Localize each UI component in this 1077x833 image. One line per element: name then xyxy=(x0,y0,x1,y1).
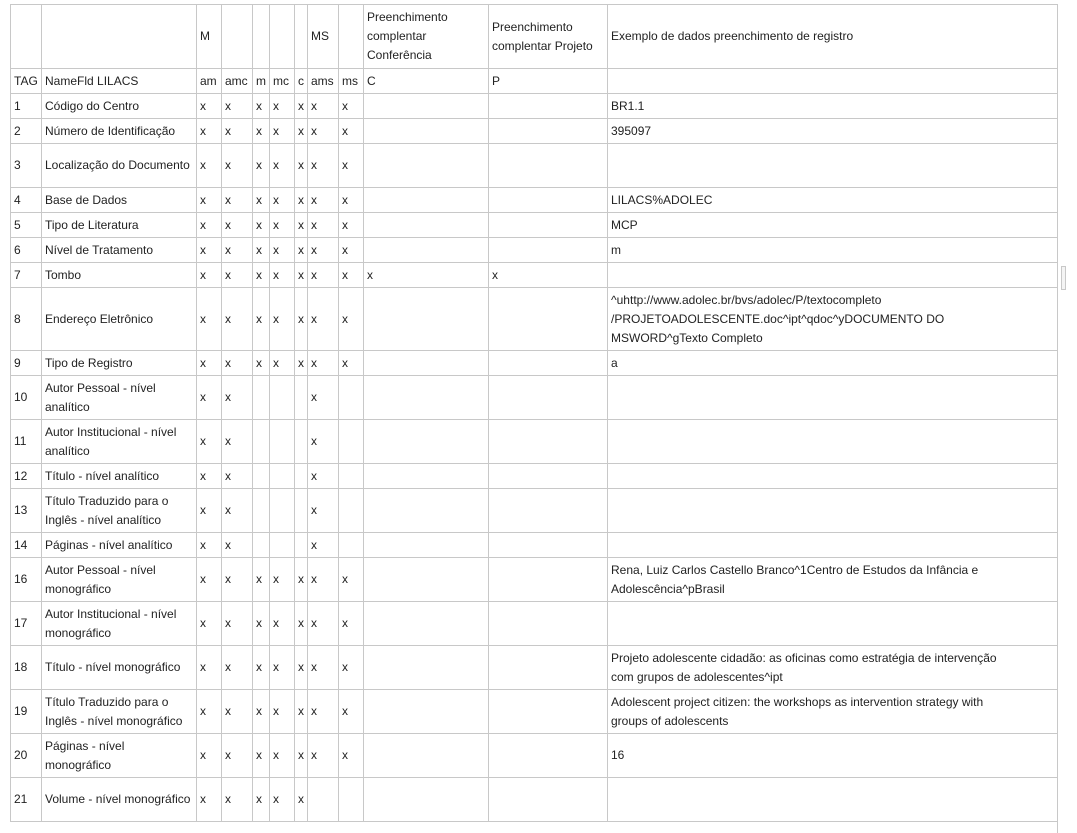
am-cell: x xyxy=(197,263,222,288)
field-name-cell: Autor Institucional - nível monográfico xyxy=(42,602,197,646)
projeto-cell xyxy=(489,188,608,213)
example-cell xyxy=(608,778,1058,822)
projeto-cell xyxy=(489,351,608,376)
mc-cell: x xyxy=(270,188,295,213)
m-cell xyxy=(253,489,270,533)
conferencia-cell xyxy=(364,213,489,238)
conferencia-cell xyxy=(364,420,489,464)
tag-cell: 6 xyxy=(11,238,42,263)
field-name-cell: Nível de Tratamento xyxy=(42,238,197,263)
tag-cell: 17 xyxy=(11,602,42,646)
tag-cell: 9 xyxy=(11,351,42,376)
field-name-cell: Título Traduzido para o Inglês - nível monográfico xyxy=(42,690,197,734)
m-cell: x xyxy=(253,213,270,238)
tag-cell: 20 xyxy=(11,734,42,778)
mc-cell: x xyxy=(270,734,295,778)
c-cell: x xyxy=(295,188,308,213)
table-row xyxy=(11,646,1058,690)
group-header-exemplo: Exemplo de dados preenchimento de registro xyxy=(608,5,1058,69)
am-cell: x xyxy=(197,558,222,602)
table-row xyxy=(11,188,1058,213)
am-cell: x xyxy=(197,778,222,822)
ams-cell: x xyxy=(308,420,339,464)
table-row xyxy=(11,213,1058,238)
conferencia-cell xyxy=(364,558,489,602)
am-cell: x xyxy=(197,489,222,533)
c-cell xyxy=(295,420,308,464)
ams-cell: x xyxy=(308,533,339,558)
conferencia-cell xyxy=(364,734,489,778)
group-header-conferencia: Preenchimento complentar Conferência xyxy=(364,5,489,69)
tag-cell: 5 xyxy=(11,213,42,238)
mc-cell: x xyxy=(270,778,295,822)
table-row xyxy=(11,558,1058,602)
example-cell: a xyxy=(608,351,1058,376)
projeto-cell xyxy=(489,646,608,690)
column-header-conferencia: C xyxy=(364,69,489,94)
ms-cell: x xyxy=(339,263,364,288)
example-cell: Projeto adolescente cidadão: as oficinas como estratégia de intervenção com grupos de adolescentes^ipt xyxy=(608,646,1058,690)
ms-cell: x xyxy=(339,288,364,351)
amc-cell: x xyxy=(222,238,253,263)
c-cell xyxy=(295,489,308,533)
amc-cell: x xyxy=(222,263,253,288)
ms-cell: x xyxy=(339,119,364,144)
amc-cell: x xyxy=(222,188,253,213)
projeto-cell xyxy=(489,288,608,351)
table-row xyxy=(11,464,1058,489)
example-cell xyxy=(608,489,1058,533)
table-row xyxy=(11,690,1058,734)
group-header-projeto: Preenchimento complentar Projeto xyxy=(489,5,608,69)
ms-cell: x xyxy=(339,646,364,690)
table-row xyxy=(11,351,1058,376)
tag-cell: 7 xyxy=(11,263,42,288)
m-cell: x xyxy=(253,778,270,822)
field-name-cell: Título Traduzido para o Inglês - nível analítico xyxy=(42,489,197,533)
amc-cell: x xyxy=(222,602,253,646)
m-cell: x xyxy=(253,94,270,119)
conferencia-cell: x xyxy=(364,263,489,288)
amc-cell: x xyxy=(222,376,253,420)
m-cell: x xyxy=(253,734,270,778)
am-cell: x xyxy=(197,351,222,376)
c-cell: x xyxy=(295,213,308,238)
conferencia-cell xyxy=(364,144,489,188)
tag-cell: 16 xyxy=(11,558,42,602)
tag-cell: 13 xyxy=(11,489,42,533)
m-cell xyxy=(253,376,270,420)
conferencia-cell xyxy=(364,351,489,376)
ms-cell: x xyxy=(339,213,364,238)
example-cell xyxy=(608,144,1058,188)
ms-cell: x xyxy=(339,188,364,213)
am-cell: x xyxy=(197,94,222,119)
mc-cell xyxy=(270,533,295,558)
ams-cell: x xyxy=(308,213,339,238)
am-cell: x xyxy=(197,602,222,646)
example-cell: MCP xyxy=(608,213,1058,238)
ams-cell xyxy=(308,778,339,822)
table-row xyxy=(11,734,1058,778)
am-cell: x xyxy=(197,213,222,238)
column-header-ms: ms xyxy=(339,69,364,94)
ms-cell: x xyxy=(339,94,364,119)
am-cell: x xyxy=(197,734,222,778)
am-cell: x xyxy=(197,238,222,263)
field-name-cell: Número de Identificação xyxy=(42,119,197,144)
example-cell: LILACS%ADOLEC xyxy=(608,188,1058,213)
table-row xyxy=(11,263,1058,288)
conferencia-cell xyxy=(364,188,489,213)
amc-cell: x xyxy=(222,144,253,188)
mc-cell: x xyxy=(270,238,295,263)
am-cell: x xyxy=(197,420,222,464)
conferencia-cell xyxy=(364,646,489,690)
mc-cell xyxy=(270,489,295,533)
m-cell: x xyxy=(253,188,270,213)
example-cell xyxy=(608,602,1058,646)
m-cell xyxy=(253,533,270,558)
ams-cell: x xyxy=(308,263,339,288)
ms-cell xyxy=(339,420,364,464)
am-cell: x xyxy=(197,376,222,420)
ms-cell: x xyxy=(339,690,364,734)
ms-cell xyxy=(339,376,364,420)
group-header-cell xyxy=(253,5,270,69)
am-cell: x xyxy=(197,533,222,558)
group-header-cell xyxy=(295,5,308,69)
projeto-cell xyxy=(489,533,608,558)
ms-cell: x xyxy=(339,602,364,646)
amc-cell: x xyxy=(222,94,253,119)
example-cell: ^uhttp://www.adolec.br/bvs/adolec/P/textocompleto /PROJETOADOLESCENTE.doc^ipt^qdoc^yDOCUMENTO DO MSWORD^gTexto Completo xyxy=(608,288,1058,351)
mc-cell: x xyxy=(270,351,295,376)
table-row xyxy=(11,119,1058,144)
amc-cell: x xyxy=(222,558,253,602)
ams-cell: x xyxy=(308,602,339,646)
c-cell xyxy=(295,376,308,420)
column-header-row xyxy=(11,69,1058,94)
mc-cell: x xyxy=(270,602,295,646)
projeto-cell xyxy=(489,778,608,822)
tag-cell: 2 xyxy=(11,119,42,144)
conferencia-cell xyxy=(364,288,489,351)
field-name-cell: Volume - nível monográfico xyxy=(42,778,197,822)
column-header-mc: mc xyxy=(270,69,295,94)
ams-cell: x xyxy=(308,188,339,213)
mc-cell: x xyxy=(270,690,295,734)
group-header-cell xyxy=(339,5,364,69)
projeto-cell xyxy=(489,94,608,119)
m-cell: x xyxy=(253,558,270,602)
tag-cell: 1 xyxy=(11,94,42,119)
conferencia-cell xyxy=(364,489,489,533)
example-cell: Rena, Luiz Carlos Castello Branco^1Centro de Estudos da Infância e Adolescência^pBrasil xyxy=(608,558,1058,602)
mc-cell: x xyxy=(270,144,295,188)
ms-cell xyxy=(339,533,364,558)
column-header-tag: TAG xyxy=(11,69,42,94)
example-cell xyxy=(608,263,1058,288)
m-cell: x xyxy=(253,351,270,376)
field-name-cell: Código do Centro xyxy=(42,94,197,119)
projeto-cell xyxy=(489,489,608,533)
example-cell: 16 xyxy=(608,734,1058,778)
field-name-cell: Tipo de Registro xyxy=(42,351,197,376)
table-row xyxy=(11,288,1058,351)
c-cell: x xyxy=(295,558,308,602)
amc-cell: x xyxy=(222,351,253,376)
ms-cell xyxy=(339,489,364,533)
tag-cell: 11 xyxy=(11,420,42,464)
field-name-cell: Tombo xyxy=(42,263,197,288)
column-header-c: c xyxy=(295,69,308,94)
ms-cell xyxy=(339,464,364,489)
conferencia-cell xyxy=(364,533,489,558)
field-name-cell: Autor Pessoal - nível analítico xyxy=(42,376,197,420)
field-name-cell: Localização do Documento xyxy=(42,144,197,188)
tag-cell: 14 xyxy=(11,533,42,558)
column-header-ams: ams xyxy=(308,69,339,94)
projeto-cell xyxy=(489,376,608,420)
amc-cell: x xyxy=(222,646,253,690)
tag-cell: 12 xyxy=(11,464,42,489)
ms-cell: x xyxy=(339,351,364,376)
amc-cell: x xyxy=(222,119,253,144)
am-cell: x xyxy=(197,188,222,213)
projeto-cell: x xyxy=(489,263,608,288)
m-cell: x xyxy=(253,263,270,288)
field-name-cell: Autor Institucional - nível analítico xyxy=(42,420,197,464)
conferencia-cell xyxy=(364,119,489,144)
mc-cell xyxy=(270,420,295,464)
c-cell: x xyxy=(295,734,308,778)
table-row xyxy=(11,778,1058,822)
c-cell: x xyxy=(295,94,308,119)
m-cell: x xyxy=(253,238,270,263)
table-row xyxy=(11,144,1058,188)
c-cell: x xyxy=(295,602,308,646)
m-cell: x xyxy=(253,602,270,646)
ms-cell: x xyxy=(339,558,364,602)
group-header-ms: MS xyxy=(308,5,339,69)
ams-cell: x xyxy=(308,288,339,351)
conferencia-cell xyxy=(364,376,489,420)
c-cell: x xyxy=(295,646,308,690)
ams-cell: x xyxy=(308,690,339,734)
ams-cell: x xyxy=(308,558,339,602)
c-cell: x xyxy=(295,690,308,734)
column-header-projeto: P xyxy=(489,69,608,94)
group-header-cell xyxy=(270,5,295,69)
c-cell: x xyxy=(295,351,308,376)
example-cell: 395097 xyxy=(608,119,1058,144)
am-cell: x xyxy=(197,690,222,734)
example-cell: BR1.1 xyxy=(608,94,1058,119)
mc-cell xyxy=(270,464,295,489)
table-row xyxy=(11,533,1058,558)
column-header-am: am xyxy=(197,69,222,94)
example-cell xyxy=(608,464,1058,489)
m-cell: x xyxy=(253,119,270,144)
c-cell: x xyxy=(295,288,308,351)
field-name-cell: Título - nível analítico xyxy=(42,464,197,489)
mc-cell xyxy=(270,376,295,420)
group-header-cell xyxy=(222,5,253,69)
ams-cell: x xyxy=(308,119,339,144)
projeto-cell xyxy=(489,144,608,188)
am-cell: x xyxy=(197,144,222,188)
tag-cell: 4 xyxy=(11,188,42,213)
group-header-cell xyxy=(42,5,197,69)
projeto-cell xyxy=(489,213,608,238)
conferencia-cell xyxy=(364,690,489,734)
am-cell: x xyxy=(197,119,222,144)
tag-cell: 19 xyxy=(11,690,42,734)
example-cell: Adolescent project citizen: the workshops as intervention strategy with groups of adolescents xyxy=(608,690,1058,734)
projeto-cell xyxy=(489,734,608,778)
column-header-m: m xyxy=(253,69,270,94)
field-name-cell: Páginas - nível analítico xyxy=(42,533,197,558)
tag-cell: 21 xyxy=(11,778,42,822)
example-cell xyxy=(608,420,1058,464)
ams-cell: x xyxy=(308,734,339,778)
ms-cell xyxy=(339,778,364,822)
m-cell: x xyxy=(253,646,270,690)
m-cell: x xyxy=(253,690,270,734)
field-name-cell: Páginas - nível monográfico xyxy=(42,734,197,778)
tag-cell: 10 xyxy=(11,376,42,420)
amc-cell: x xyxy=(222,489,253,533)
field-name-cell: Autor Pessoal - nível monográfico xyxy=(42,558,197,602)
ams-cell: x xyxy=(308,94,339,119)
amc-cell: x xyxy=(222,464,253,489)
ams-cell: x xyxy=(308,351,339,376)
table-row xyxy=(11,602,1058,646)
m-cell xyxy=(253,464,270,489)
lilacs-fields-table xyxy=(10,4,1058,822)
m-cell xyxy=(253,420,270,464)
am-cell: x xyxy=(197,464,222,489)
projeto-cell xyxy=(489,238,608,263)
ams-cell: x xyxy=(308,238,339,263)
amc-cell: x xyxy=(222,734,253,778)
mc-cell: x xyxy=(270,558,295,602)
ams-cell: x xyxy=(308,144,339,188)
conferencia-cell xyxy=(364,238,489,263)
c-cell: x xyxy=(295,263,308,288)
am-cell: x xyxy=(197,288,222,351)
mc-cell: x xyxy=(270,263,295,288)
mc-cell: x xyxy=(270,119,295,144)
m-cell: x xyxy=(253,288,270,351)
field-name-cell: Endereço Eletrônico xyxy=(42,288,197,351)
projeto-cell xyxy=(489,558,608,602)
table-row xyxy=(11,376,1058,420)
ms-cell: x xyxy=(339,734,364,778)
column-header-name: NameFld LILACS xyxy=(42,69,197,94)
c-cell: x xyxy=(295,144,308,188)
m-cell: x xyxy=(253,144,270,188)
example-cell xyxy=(608,533,1058,558)
fields-table-container xyxy=(10,4,1058,822)
table-row xyxy=(11,238,1058,263)
column-header-amc: amc xyxy=(222,69,253,94)
conferencia-cell xyxy=(364,94,489,119)
c-cell: x xyxy=(295,119,308,144)
projeto-cell xyxy=(489,464,608,489)
mc-cell: x xyxy=(270,646,295,690)
amc-cell: x xyxy=(222,690,253,734)
amc-cell: x xyxy=(222,420,253,464)
amc-cell: x xyxy=(222,533,253,558)
tag-cell: 18 xyxy=(11,646,42,690)
group-header-m: M xyxy=(197,5,222,69)
tag-cell: 3 xyxy=(11,144,42,188)
amc-cell: x xyxy=(222,213,253,238)
ams-cell: x xyxy=(308,489,339,533)
example-cell xyxy=(608,376,1058,420)
ams-cell: x xyxy=(308,646,339,690)
projeto-cell xyxy=(489,690,608,734)
c-cell: x xyxy=(295,778,308,822)
table-row xyxy=(11,420,1058,464)
column-header-exemplo xyxy=(608,69,1058,94)
mc-cell: x xyxy=(270,213,295,238)
amc-cell: x xyxy=(222,778,253,822)
amc-cell: x xyxy=(222,288,253,351)
scrollbar-thumb[interactable] xyxy=(1061,266,1066,290)
ms-cell: x xyxy=(339,238,364,263)
mc-cell: x xyxy=(270,94,295,119)
field-name-cell: Base de Dados xyxy=(42,188,197,213)
example-cell: m xyxy=(608,238,1058,263)
ams-cell: x xyxy=(308,464,339,489)
projeto-cell xyxy=(489,420,608,464)
conferencia-cell xyxy=(364,602,489,646)
conferencia-cell xyxy=(364,778,489,822)
conferencia-cell xyxy=(364,464,489,489)
projeto-cell xyxy=(489,119,608,144)
ams-cell: x xyxy=(308,376,339,420)
tag-cell: 8 xyxy=(11,288,42,351)
c-cell: x xyxy=(295,238,308,263)
page-edge-divider xyxy=(1057,4,1058,833)
group-header-row xyxy=(11,5,1058,69)
table-row xyxy=(11,489,1058,533)
group-header-cell xyxy=(11,5,42,69)
c-cell xyxy=(295,533,308,558)
projeto-cell xyxy=(489,602,608,646)
field-name-cell: Tipo de Literatura xyxy=(42,213,197,238)
field-name-cell: Título - nível monográfico xyxy=(42,646,197,690)
mc-cell: x xyxy=(270,288,295,351)
am-cell: x xyxy=(197,646,222,690)
table-row xyxy=(11,94,1058,119)
ms-cell: x xyxy=(339,144,364,188)
c-cell xyxy=(295,464,308,489)
